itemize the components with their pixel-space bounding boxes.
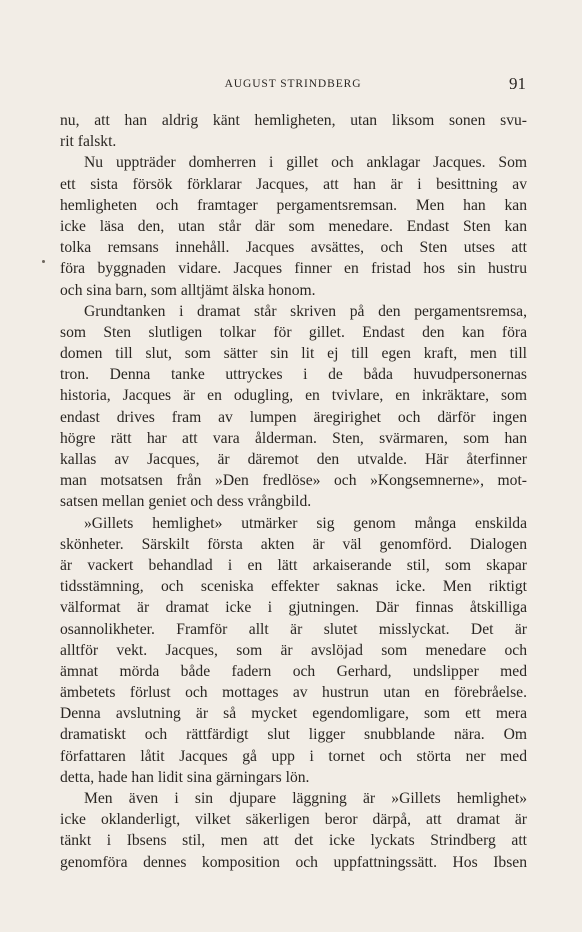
text-line: är vackert behandlad i en lätt arkaiserande stil, som skapar bbox=[60, 556, 527, 574]
text-line: dramatiskt och rättfärdigt slut ligger snubblande nära. Om bbox=[60, 726, 527, 744]
text-line: hemligheten och framtager pergamentsremsan. Men han kan bbox=[60, 196, 527, 214]
text-line: tolka remsans innehåll. Jacques avsättes, och Sten utses att bbox=[60, 239, 527, 257]
text-line: Denna avslutning är så mycket egendomligare, som ett mera bbox=[60, 705, 527, 723]
page-number: 91 bbox=[509, 74, 526, 93]
running-head: AUGUST STRINDBERG bbox=[224, 78, 362, 90]
text-line: ämbetets förlust och mottages av hustrun utan en förebråelse. bbox=[60, 684, 527, 702]
text-line: som Sten slutligen tolkar för gillet. Endast den kan föra bbox=[60, 323, 527, 341]
text-line: Nu uppträder domherren i gillet och anklagar Jacques. Som bbox=[84, 154, 527, 172]
text-line: alltför vekt. Jacques, som är avslöjad som menedare och bbox=[60, 641, 527, 659]
text-line: endast drives fram av lumpen äregirighet och därför ingen bbox=[60, 408, 527, 426]
text-line: Grundtanken i dramat står skriven på den pergamentsremsa, bbox=[84, 302, 527, 320]
text-line: satsen mellan geniet och dess vrångbild. bbox=[60, 493, 312, 511]
text-line: icke oklanderligt, vilket säkerligen beror därpå, att dramat är bbox=[60, 811, 527, 829]
text-line: genomföra dennes komposition och uppfattningssätt. Hos Ibsen bbox=[60, 853, 527, 871]
text-line: välformat är dramat icke i gjutningen. Där finnas åtskilliga bbox=[60, 599, 527, 617]
text-line: icke läsa den, utan står där som menedare. Endast Sten kan bbox=[60, 217, 527, 235]
margin-mark bbox=[42, 260, 45, 263]
text-line: detta, hade han lidit sina gärningars lön. bbox=[60, 768, 310, 786]
text-line: rit falskt. bbox=[60, 133, 117, 151]
text-line: man motsatsen från »Den fredlöse» och »Kongsemnerne», mot- bbox=[60, 472, 527, 490]
text-line: ämnat mörda både fadern och Gerhard, undslipper med bbox=[60, 662, 527, 680]
page-header bbox=[60, 74, 526, 95]
text-line: Men även i sin djupare läggning är »Gillets hemlighet» bbox=[84, 790, 527, 807]
text-line: högre rätt har att vara ålderman. Sten, svärmaren, som han bbox=[60, 429, 527, 447]
text-line: tänkt i Ibsens stil, men att det icke lyckats Strindberg att bbox=[60, 832, 527, 850]
text-line: författaren låtit Jacques gå upp i tornet och störta ner med bbox=[60, 747, 527, 765]
text-line: tron. Denna tanke uttryckes i de båda huvudpersonernas bbox=[60, 366, 527, 384]
text-line: ett sista försök förklarar Jacques, att han är i besittning av bbox=[60, 175, 527, 193]
text-line: kallas av Jacques, är däremot den utvalde. Här återfinner bbox=[60, 451, 527, 468]
text-line: föra byggnaden vidare. Jacques finner en fristad hos sin hustru bbox=[60, 260, 527, 278]
text-line: skönheter. Särskilt första akten är väl genomförd. Dialogen bbox=[60, 535, 527, 553]
text-line: »Gillets hemlighet» utmärker sig genom många enskilda bbox=[84, 514, 527, 532]
text-line: domen till slut, som sätter sin lit ej till egen kraft, men till bbox=[60, 345, 527, 363]
text-line: osannolikheter. Framför allt är slutet misslyckat. Det är bbox=[60, 620, 527, 638]
text-line: historia, Jacques är en odugling, en tvivlare, en inkräktare, som bbox=[60, 387, 527, 405]
text-line: och sina barn, som alltjämt älska honom. bbox=[60, 281, 316, 299]
text-line: nu, att han aldrig känt hemligheten, utan liksom sonen svu- bbox=[60, 112, 527, 129]
text-line: tidsstämning, och sceniska effekter saknas icke. Men riktigt bbox=[60, 578, 527, 596]
page-body-text bbox=[60, 110, 527, 873]
